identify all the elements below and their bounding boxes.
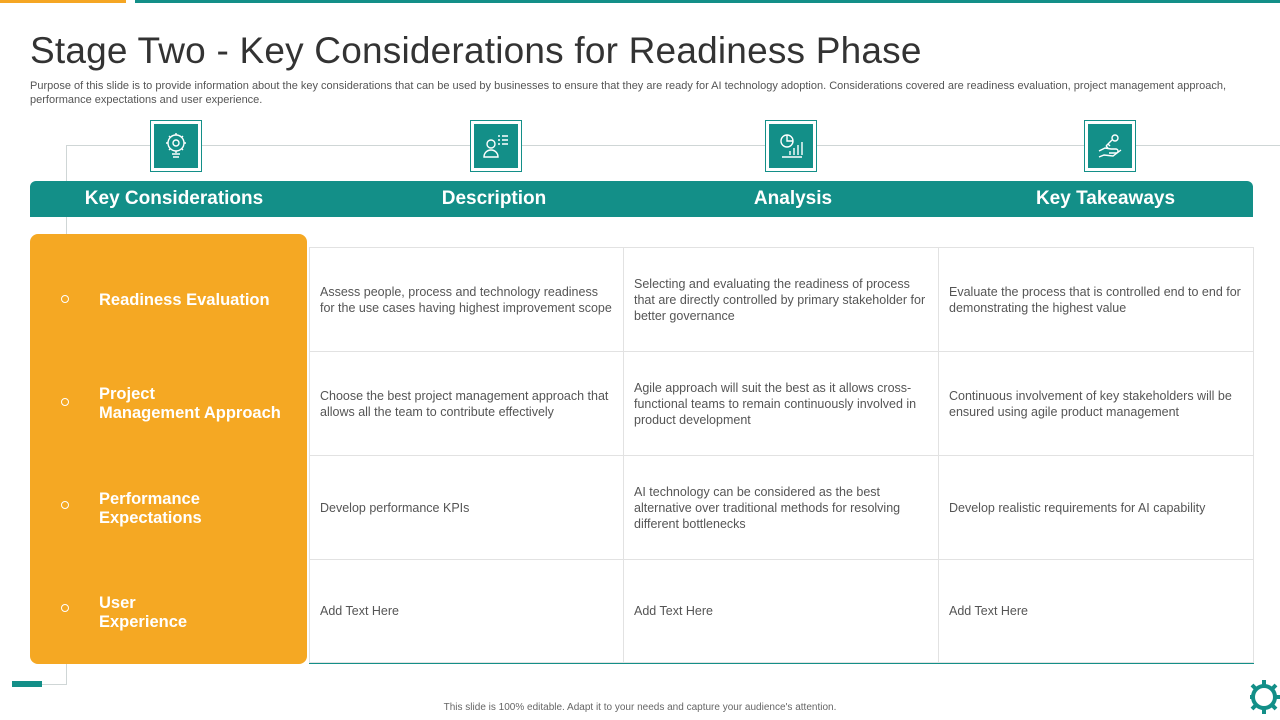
person-list-icon-box bbox=[470, 120, 522, 172]
column-header-key-considerations: Key Considerations bbox=[84, 188, 264, 209]
table-header bbox=[30, 181, 1253, 217]
cell-description: Assess people, process and technology readiness for the use cases having highest improvement scope bbox=[309, 247, 624, 352]
lightbulb-gear-icon-box bbox=[150, 120, 202, 172]
cell-analysis: Selecting and evaluating the readiness of process that are directly controlled by primary stakeholder for better governance bbox=[623, 247, 939, 352]
cell-description: Develop performance KPIs bbox=[309, 455, 624, 560]
cell-takeaway: Evaluate the process that is controlled end to end for demonstrating the highest value bbox=[938, 247, 1254, 352]
cell-takeaway: Develop realistic requirements for AI capability bbox=[938, 455, 1254, 560]
cell-takeaway: Add Text Here bbox=[938, 559, 1254, 663]
cell-analysis: Add Text Here bbox=[623, 559, 939, 663]
cell-analysis: AI technology can be considered as the best alternative over traditional methods for resolving different bottlenecks bbox=[623, 455, 939, 560]
timeline-dot bbox=[61, 398, 69, 406]
analysis-chart-icon bbox=[776, 131, 806, 161]
timeline-dot bbox=[61, 501, 69, 509]
slide-footer: This slide is 100% editable. Adapt it to your needs and capture your audience's attention. bbox=[443, 702, 837, 713]
analysis-chart-icon-box bbox=[765, 120, 817, 172]
bottom-accent-bar bbox=[12, 681, 42, 687]
row-label-project-management: Project Management Approach bbox=[99, 385, 281, 422]
lightbulb-gear-icon bbox=[161, 131, 191, 161]
cell-takeaway: Continuous involvement of key stakeholders will be ensured using agile product management bbox=[938, 351, 1254, 456]
column-header-key-takeaways: Key Takeaways bbox=[1035, 188, 1176, 209]
column-header-description: Description bbox=[441, 188, 547, 209]
hand-key-icon-box bbox=[1084, 120, 1136, 172]
gear-icon bbox=[1250, 674, 1280, 720]
row-label-user-experience: User Experience bbox=[99, 594, 188, 631]
timeline-dot bbox=[61, 604, 69, 612]
column-header-analysis: Analysis bbox=[753, 188, 833, 209]
hand-key-icon bbox=[1095, 131, 1125, 161]
cell-description: Choose the best project management approach that allows all the team to contribute effectively bbox=[309, 351, 624, 456]
top-accent-teal bbox=[135, 0, 1280, 3]
slide-title: Stage Two - Key Considerations for Readiness Phase bbox=[30, 30, 922, 71]
row-label-performance-expectations: Performance Expectations bbox=[99, 490, 202, 527]
person-list-icon bbox=[481, 131, 511, 161]
cell-analysis: Agile approach will suit the best as it allows cross-functional teams to remain continuously involved in product development bbox=[623, 351, 939, 456]
content-grid bbox=[309, 247, 1254, 664]
timeline-bottom-line bbox=[42, 684, 67, 685]
cell-description: Add Text Here bbox=[309, 559, 624, 663]
slide-subtitle: Purpose of this slide is to provide information about the key considerations that can be used by businesses to ensure that they are ready for AI technology adoption. Considerations covered are readiness evaluation, project management approach, performance expectations and user experience. bbox=[30, 80, 1227, 106]
timeline-dot bbox=[61, 295, 69, 303]
top-accent-orange bbox=[0, 0, 126, 3]
row-label-readiness-evaluation: Readiness Evaluation bbox=[99, 291, 270, 309]
